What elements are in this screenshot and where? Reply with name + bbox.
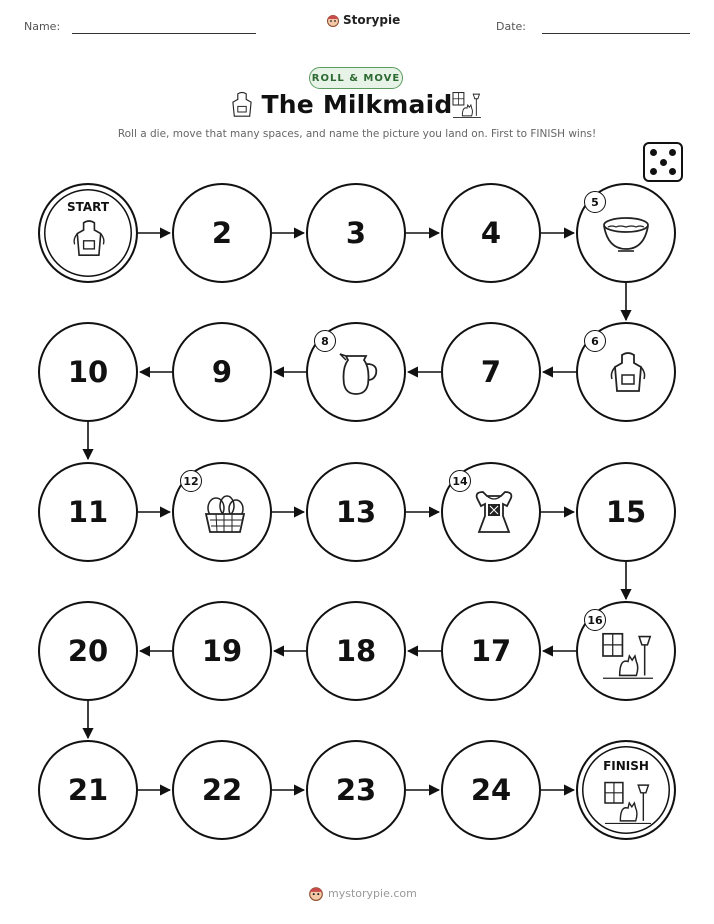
space-badge: 14 <box>449 470 471 492</box>
space-19[interactable] <box>172 601 272 701</box>
space-number: 19 <box>201 634 243 668</box>
instructions: Roll a die, move that many spaces, and name the picture you land on. First to FINISH wins! <box>117 128 597 140</box>
name-label: Name: <box>24 20 61 33</box>
start-label: START <box>66 200 110 214</box>
space-18[interactable] <box>306 601 406 701</box>
space-badge: 6 <box>584 330 606 352</box>
space-number: 18 <box>335 634 377 668</box>
space-20[interactable] <box>38 601 138 701</box>
bread-basket-icon <box>202 494 248 536</box>
space-badge: 12 <box>180 470 202 492</box>
roll-and-move-badge: ROLL & MOVE <box>309 67 403 89</box>
space-number: 3 <box>345 216 367 250</box>
space-17[interactable] <box>441 601 541 701</box>
finish-label: FINISH <box>603 759 649 773</box>
footer-site[interactable]: mystorypie.com <box>328 886 417 900</box>
space-4[interactable] <box>441 183 541 283</box>
space-badge: 16 <box>584 609 606 631</box>
space-number: 7 <box>480 355 502 389</box>
space-number: 9 <box>211 355 233 389</box>
storypie-mascot-icon <box>308 885 324 901</box>
space-10[interactable] <box>38 322 138 422</box>
space-number: 4 <box>480 216 502 250</box>
space-7[interactable] <box>441 322 541 422</box>
space-number: 20 <box>67 634 109 668</box>
space-badge: 8 <box>314 330 336 352</box>
space-24[interactable] <box>441 740 541 840</box>
space-number: 24 <box>470 773 512 807</box>
space-21[interactable] <box>38 740 138 840</box>
space-badge: 5 <box>584 191 606 213</box>
space-number: 23 <box>335 773 377 807</box>
space-number: 21 <box>67 773 109 807</box>
space-23[interactable] <box>306 740 406 840</box>
space-number: 17 <box>470 634 512 668</box>
page-title: The Milkmaid <box>261 90 453 119</box>
space-number: 13 <box>335 495 377 529</box>
space-number: 22 <box>201 773 243 807</box>
bowl-icon <box>600 215 652 255</box>
space-11[interactable] <box>38 462 138 562</box>
space-finish[interactable] <box>576 740 676 840</box>
footer <box>308 885 417 901</box>
cat-room-icon <box>600 631 656 681</box>
space-15[interactable] <box>576 462 676 562</box>
space-13[interactable] <box>306 462 406 562</box>
space-22[interactable] <box>172 740 272 840</box>
apron-icon <box>608 350 648 396</box>
space-number: 11 <box>67 495 109 529</box>
space-number: 2 <box>211 216 233 250</box>
brand-name: Storypie <box>343 13 401 27</box>
bodice-dress-icon <box>469 488 519 538</box>
milk-jug-icon <box>334 350 382 398</box>
space-number: 10 <box>67 355 109 389</box>
date-label: Date: <box>496 20 526 33</box>
space-9[interactable] <box>172 322 272 422</box>
apron-icon <box>71 219 107 259</box>
space-2[interactable] <box>172 183 272 283</box>
cat-room-icon <box>602 780 654 826</box>
space-number: 15 <box>605 495 647 529</box>
space-start[interactable] <box>38 183 138 283</box>
space-3[interactable] <box>306 183 406 283</box>
